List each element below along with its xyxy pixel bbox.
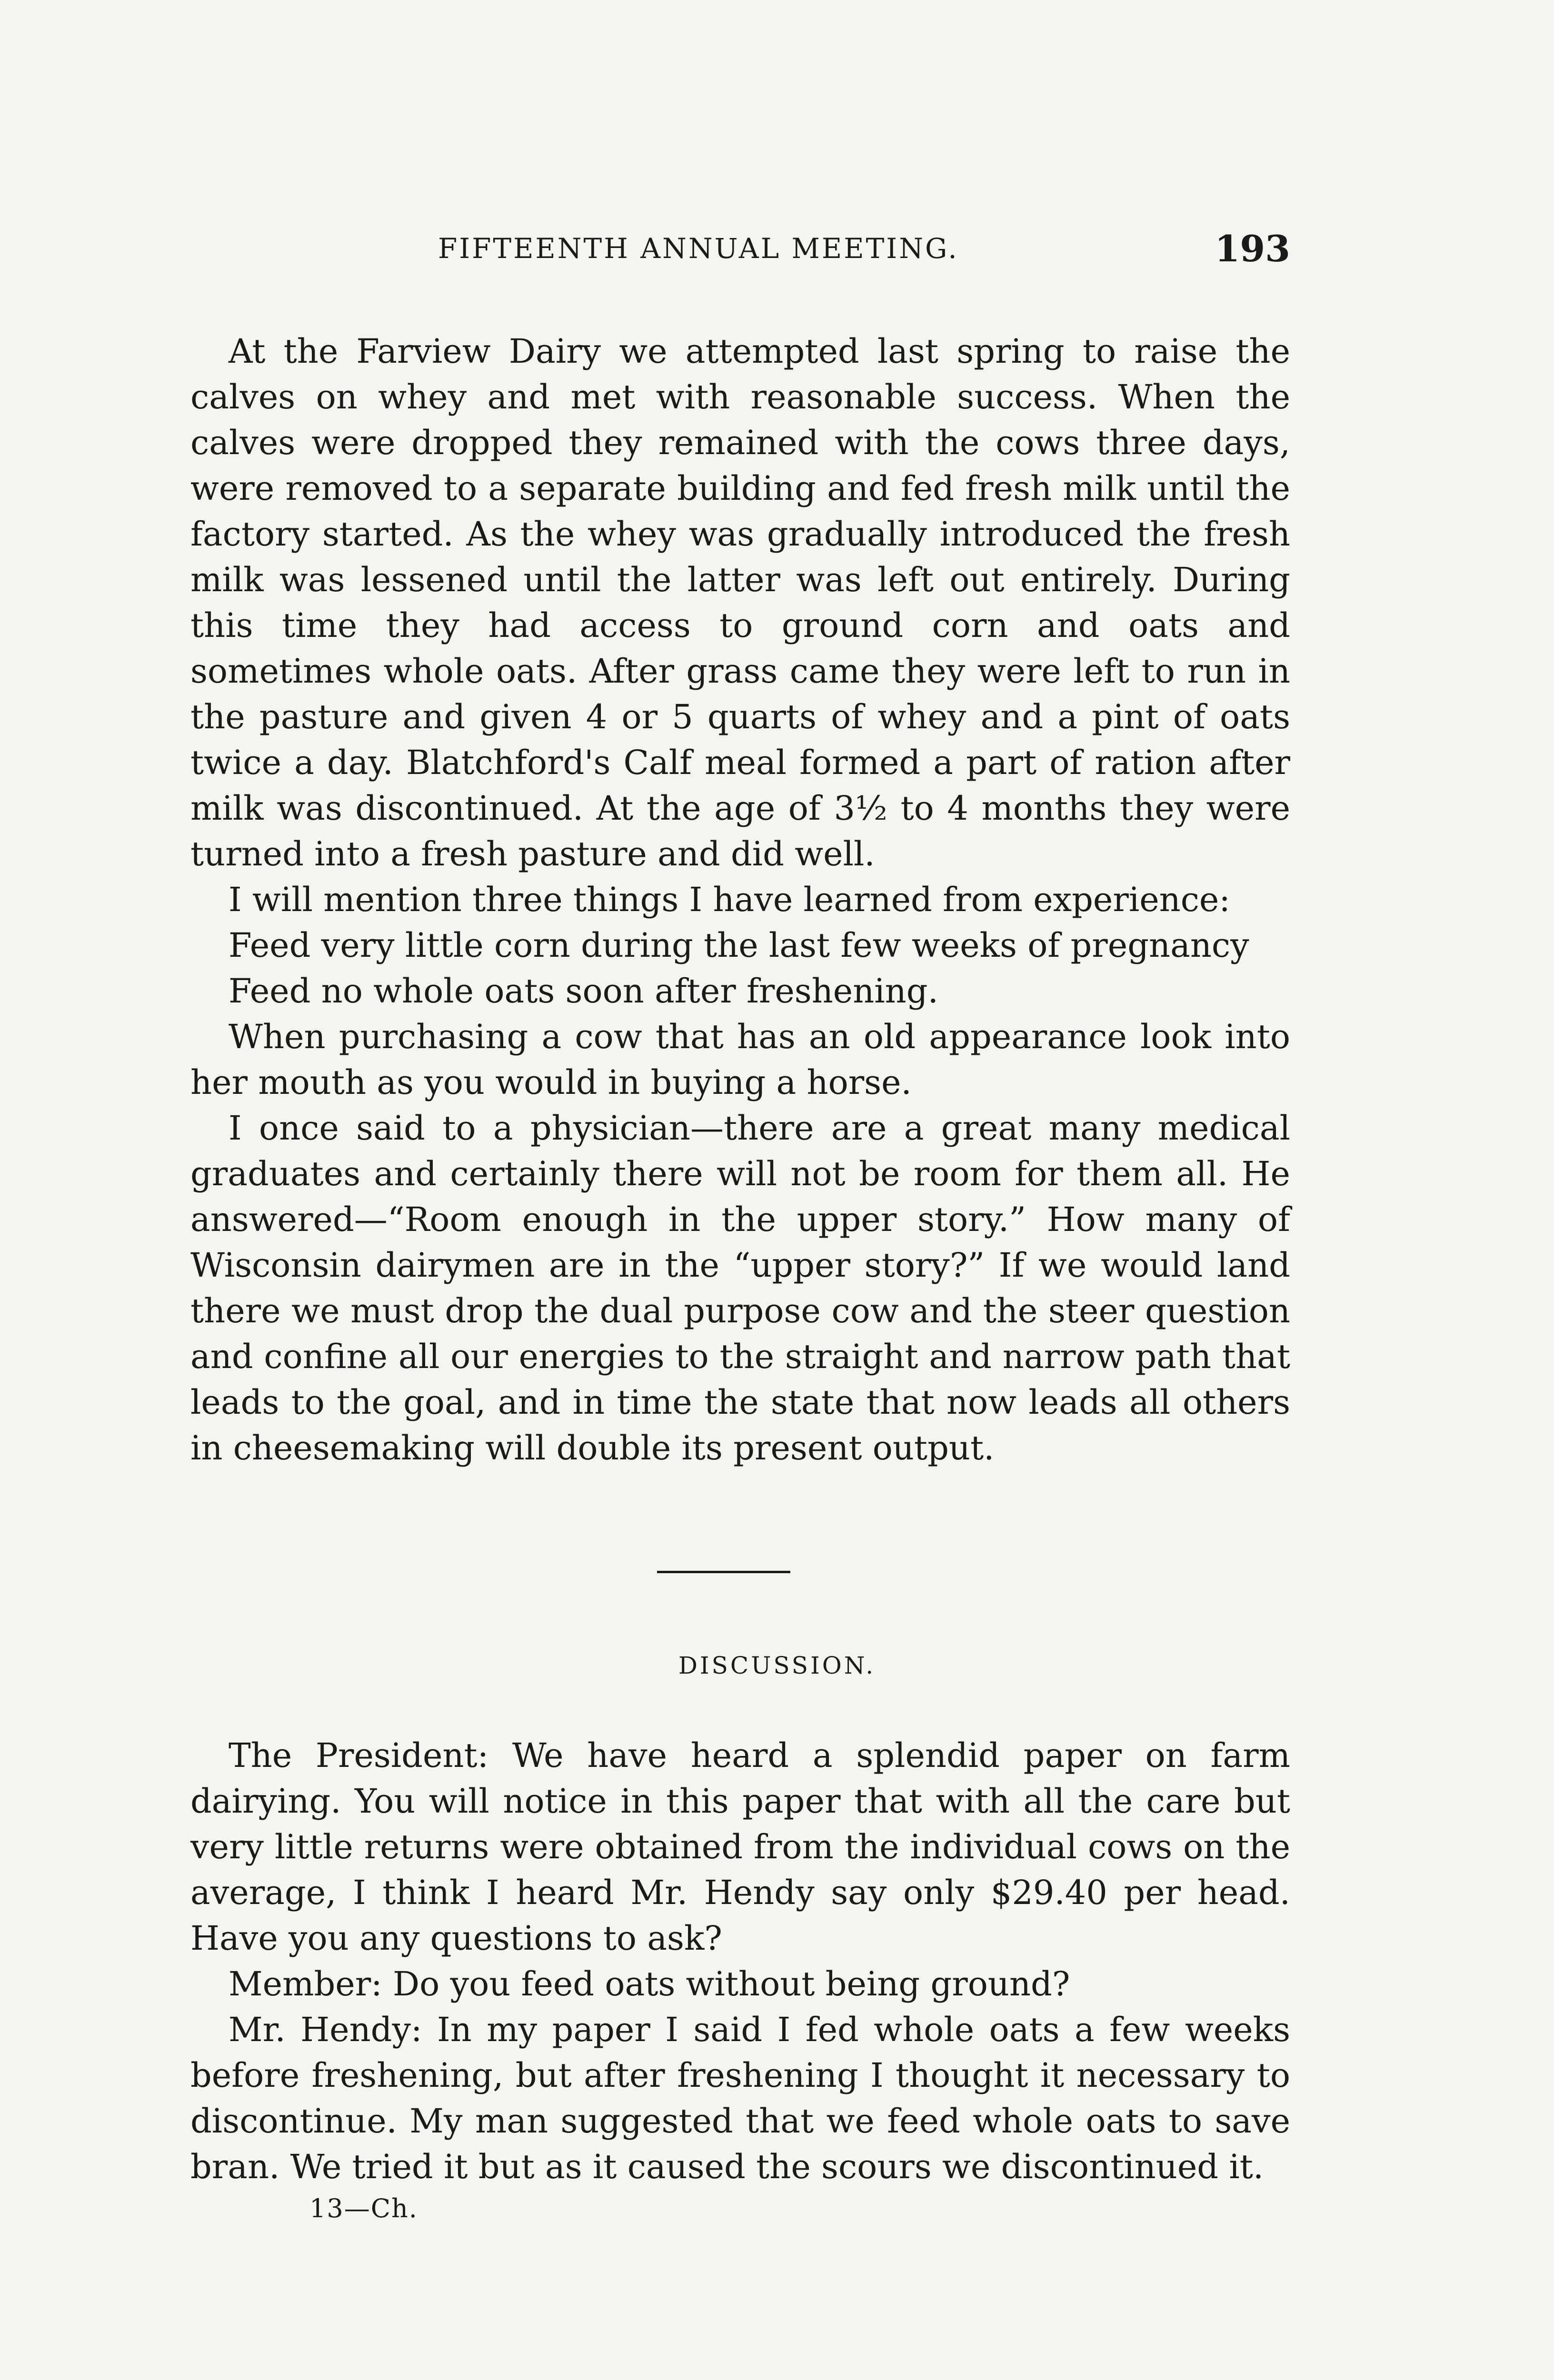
discussion-body (190, 1733, 1290, 2190)
paragraph-calves: At the Farview Dairy we attempted last spring to raise the calves on whey and met with reasonable success. When the calves were dropped they remained with the cows three days, were removed to a separate building and fed fresh milk until the factory started. As the whey was gradually introduced the fresh milk was lessened until the latter was left out entirely. During this time they had access to ground corn and oats and sometimes whole oats. After grass came they were left to run in the pasture and given 4 or 5 quarts of whey and a pint of oats twice a day. Blatchford's Calf meal formed a part of ration after milk was discontinued. At the age of 3½ to 4 months they were turned into a fresh pasture and did well. (190, 332, 1290, 873)
paragraph-physician: I once said to a physician—there are a great many medical graduates and certainly there will not be room for them all. He answered—“Room enough in the upper story.” How many of Wisconsin dairymen are in the “upper story?” If we would land there we must drop the dual purpose cow and the steer question and confine all our energies to the straight and narrow path that leads to the goal, and in time the state that now leads all others in cheesemaking will double its present output. (190, 1109, 1290, 1468)
discussion-hendy: Mr. Hendy: In my paper I said I fed whole oats a few weeks before freshening, but after freshening I thought it necessary to discontinue. My man suggested that we feed whole oats to save bran. We tried it but as it caused the scours we discontinued it. (190, 2010, 1290, 2186)
paragraph-three-things: I will mention three things I have learned from experience: (229, 880, 1230, 919)
page-header (190, 228, 1290, 280)
discussion-heading: DISCUSSION. (678, 1652, 876, 1679)
paper-body (190, 328, 1290, 1471)
section-divider (657, 1571, 790, 1573)
page-number: 193 (1215, 228, 1290, 270)
paragraph-feed-oats: Feed no whole oats soon after freshening. (229, 972, 938, 1011)
signature-mark: 13—Ch. (309, 2193, 418, 2223)
discussion-president: The President: We have heard a splendid paper on farm dairying. You will notice in this paper that with all the care but very little returns were obtained from the individual cows on the average, I think I heard Mr. Hendy say only $29.40 per head. Have you any questions to ask? (190, 1736, 1290, 1958)
discussion-member: Member: Do you feed oats without being ground? (229, 1964, 1070, 2003)
paragraph-feed-corn: Feed very little corn during the last few weeks of pregnancy (229, 926, 1249, 965)
paragraph-purchasing: When purchasing a cow that has an old appearance look into her mouth as you would in buying a horse. (190, 1017, 1290, 1102)
running-title: FIFTEENTH ANNUAL MEETING. (438, 232, 959, 265)
